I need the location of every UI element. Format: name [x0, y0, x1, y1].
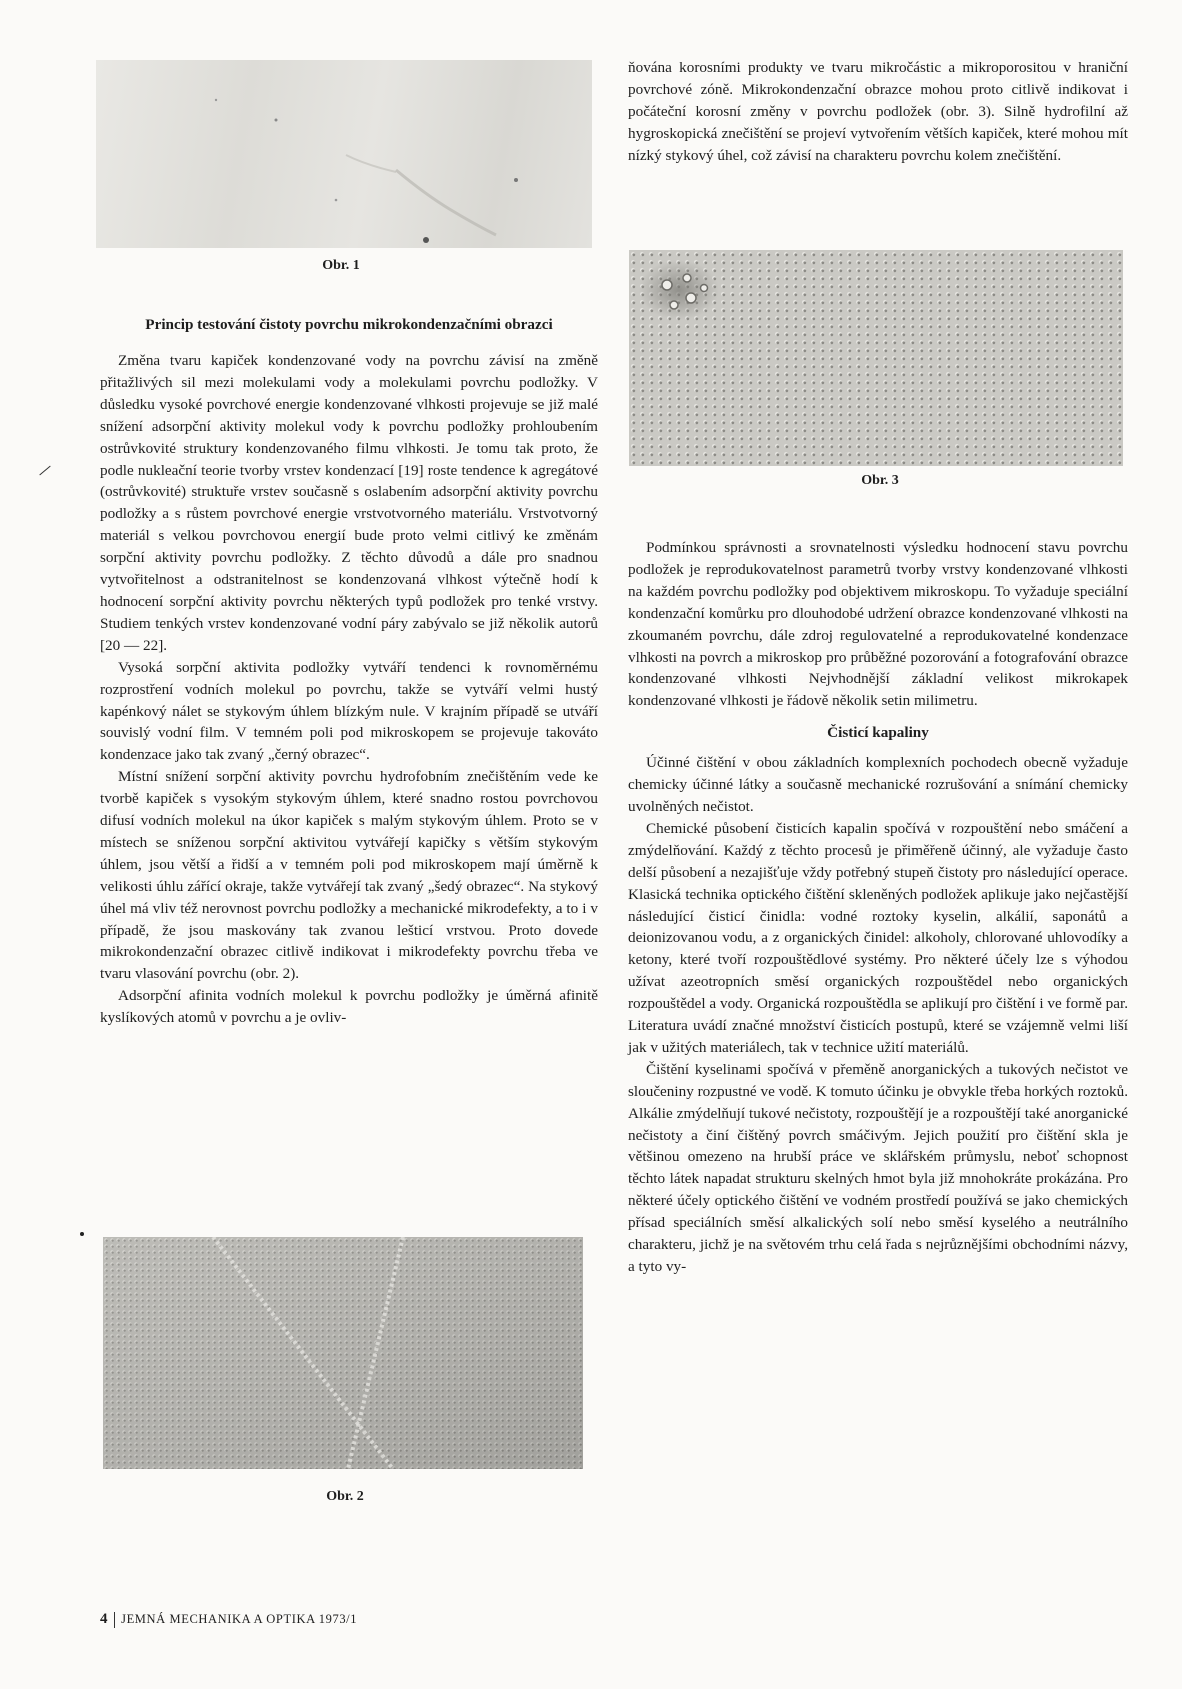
page-footer: [100, 1611, 357, 1628]
page-number: 4: [100, 1611, 109, 1627]
journal-name: JEMNÁ MECHANIKA A OPTIKA 1973/1: [121, 1612, 358, 1626]
paragraph: Čištění kyselinami spočívá v přeměně anorganických a tukových nečistot ve sloučeniny rozpustné ve vodě. K tomuto účinku je obvykle třeba horkých roztoků. Alkálie zmýdelňují tukové nečistoty, rozpouštějí je a rozpouštějí také anorganické nečistoty a činí čištěný povrch smáčivým. Jejich použití pro čištění skla je většinou omezeno na hrubší práce ve sklářském průmyslu, neboť schopnost těchto látek napadat strukturu skelných hmot byla již mnohokráte prokázána. Pro některé účely optického čištění ve vodném prostředí používá se jako chemických přísad speciálních směsí alkalických solí nebo směsí kyselého a neutrálního charakteru, jichž je na světovém trhu celá řada s nejrůznějšími obchodními názvy, a tyto vy-: [628, 1060, 1128, 1275]
footer-divider: [114, 1612, 115, 1628]
margin-mark: [39, 466, 50, 476]
margin-dot: [80, 1232, 84, 1236]
paragraph: Adsorpční afinita vodních molekul k povrchu podložky je úměrná afinitě kyslíkových atomů v povrchu a je ovliv-: [100, 987, 598, 1027]
paragraph: Podmínkou správnosti a srovnatelnosti výsledku hodnocení stavu povrchu podložek je reprodukovatelnost parametrů tvorby vrstvy kondenzované vlhkosti na každém povrchu podložky pod objektivem mikroskopu. To vyžaduje speciální kondenzační komůrku pro dlouhodobé udržení obrazce kondenzované vlhkosti na zkoumaném povrchu, dále zdroj regulovatelné a reprodukovatelné kondenzace vlhkosti na povrch a mikroskop pro průběžné pozorování a fotografování obrazce kondenzované vlhkosti Nejvhodnější základní velikost mikrokapek kondenzované vlhkosti je řádově několik setin milimetru.: [628, 539, 1128, 710]
section-heading-principle: Princip testování čistoty povrchu mikrokondenzačními obrazci: [145, 316, 553, 333]
paragraph: Účinné čištění v obou základních komplexních pochodech obecně vyžaduje chemicky účinné látky a současně mechanické rozrušování a snímání chemicky uvolněných nečistot.: [628, 754, 1128, 815]
figure-2-caption: Obr. 2: [326, 1489, 364, 1504]
right-column-top-text: [628, 57, 1128, 167]
paragraph: Změna tvaru kapiček kondenzované vody na povrchu závisí na změně přitažlivých sil mezi molekulami vody a molekulami povrchu podložky. V důsledku vysoké povrchové energie kondenzované vlhkosti projevuje se již malé snížení adsorpční aktivity molekul vody k povrchu podložky prohloubením ostrůvkovité struktury kondenzovaného filmu vlhkosti. Je tomu tak proto, že podle nukleační teorie tvorby vrstev kondenzací [19] roste tendence k agregátové (ostrůvkovité) struktuře vrstev současně s oslabením adsorpční aktivity povrchu podložky a s růstem povrchové energie vrstvotvorného materiálu. Vrstvotvorný materiál s velkou povrchovou energií bude proto velmi citlivý ke změnám sorpční aktivity povrchu podložky. Z těchto důvodů a dále pro snadnou vytvořitelnost a odstranitelnost se kondenzovaná vlhkost výtečně hodí k hodnocení sorpční aktivity povrchu některých typů podložek pro tenké vrstvy. Studiem tenkých vrstev kondenzované vodní páry zabývalo se již několik autorů [20 — 22].: [100, 352, 598, 654]
figure-2-photo: [103, 1237, 583, 1469]
figure-3-caption: Obr. 3: [861, 473, 899, 488]
section-heading-cleaning-liquids: Čisticí kapaliny: [827, 724, 929, 742]
figure-3-texture: [629, 250, 1123, 466]
paragraph: Chemické působení čisticích kapalin spočívá v rozpouštění nebo smáčení a zmýdelňování. Každý z těchto procesů je přiměřeně účinný, ale vyžaduje často delší působení a nezajišťuje vždy potřebný stupeň čistoty pro následující operace. Klasická technika optického čištění skleněných podložek aplikuje jako nejčastější následující čisticí činidla: vodné roztoky kyselin, alkálií, saponátů a deionizovanou vodu, a z organických činidel: alkoholy, chlorované uhlovodíky a ketony, které tvoří rozpouštědlové systémy. Pro některé účely lze s výhodou užívat azeotropních směsí organických rozpouštědel nebo organických rozpouštědel a vody. Organická rozpouštědla se aplikují pro čištění i ve formě par. Literatura uvádí značné množství čisticích postupů, které se vzájemně velmi liší jak v užitých materiálech, tak v technice užití materiálů.: [628, 819, 1128, 1056]
figure-1-photo: [96, 60, 592, 248]
figure-1-caption: Obr. 1: [322, 258, 360, 273]
paragraph: Vysoká sorpční aktivita podložky vytváří tendenci k rovnoměrnému rozprostření vodních molekul po povrchu, takže se vytváří velmi hustý kapénkový nálet se stykovým úhlem blízkým nule. V krajním případě se utváří souvislý vodní film. V temném poli pod mikroskopem se projevuje takováto kondenzace jako tak zvaný „černý obrazec“.: [100, 658, 598, 764]
paragraph: Místní snížení sorpční aktivity povrchu hydrofobním znečištěním vede ke tvorbě kapiček s vysokým stykovým úhlem, které snadno rostou povrchovou difusí vodních molekul na úkor kapiček s malým stykovým úhlem. Proto se v místech se sníženou sorpční aktivitou vytvářejí kapičky s větším stykovým úhlem, jsou větší a řidší a v temném poli pod mikroskopem mají úměrně k velikosti úhlu zářící okraje, takže vytvářejí tak zvaný „šedý obrazec“. Na stykový úhel má vliv též nerovnost povrchu podložky a mechanické mikrodefekty, a to i v případě, že jsou maskovány tak zvanou lešticí vrstvou. Proto dovede mikrokondenzační obrazec citlivě indikovat i mikrodefekty povrchu třeba ve tvaru vlasování povrchu (obr. 2).: [100, 768, 598, 983]
figure-3-photo: [629, 250, 1123, 466]
figure-2-texture: [103, 1237, 583, 1469]
paragraph: ňována korosními produkty ve tvaru mikročástic a mikroporositou v hraniční povrchové zóně. Mikrokondenzační obrazce mohou proto citlivě indikovat i počáteční korosní změny v povrchu podložek (obr. 3). Silně hydrofilní až hygroskopická znečištění se projeví vytvořením větších kapiček, které mohou mít nízký stykový úhel, což závisí na charakteru povrchu kolem znečištění.: [628, 59, 1128, 164]
left-column-text: [100, 350, 598, 1029]
right-column-text: [628, 537, 1128, 1278]
figure-1-texture: [96, 60, 592, 248]
